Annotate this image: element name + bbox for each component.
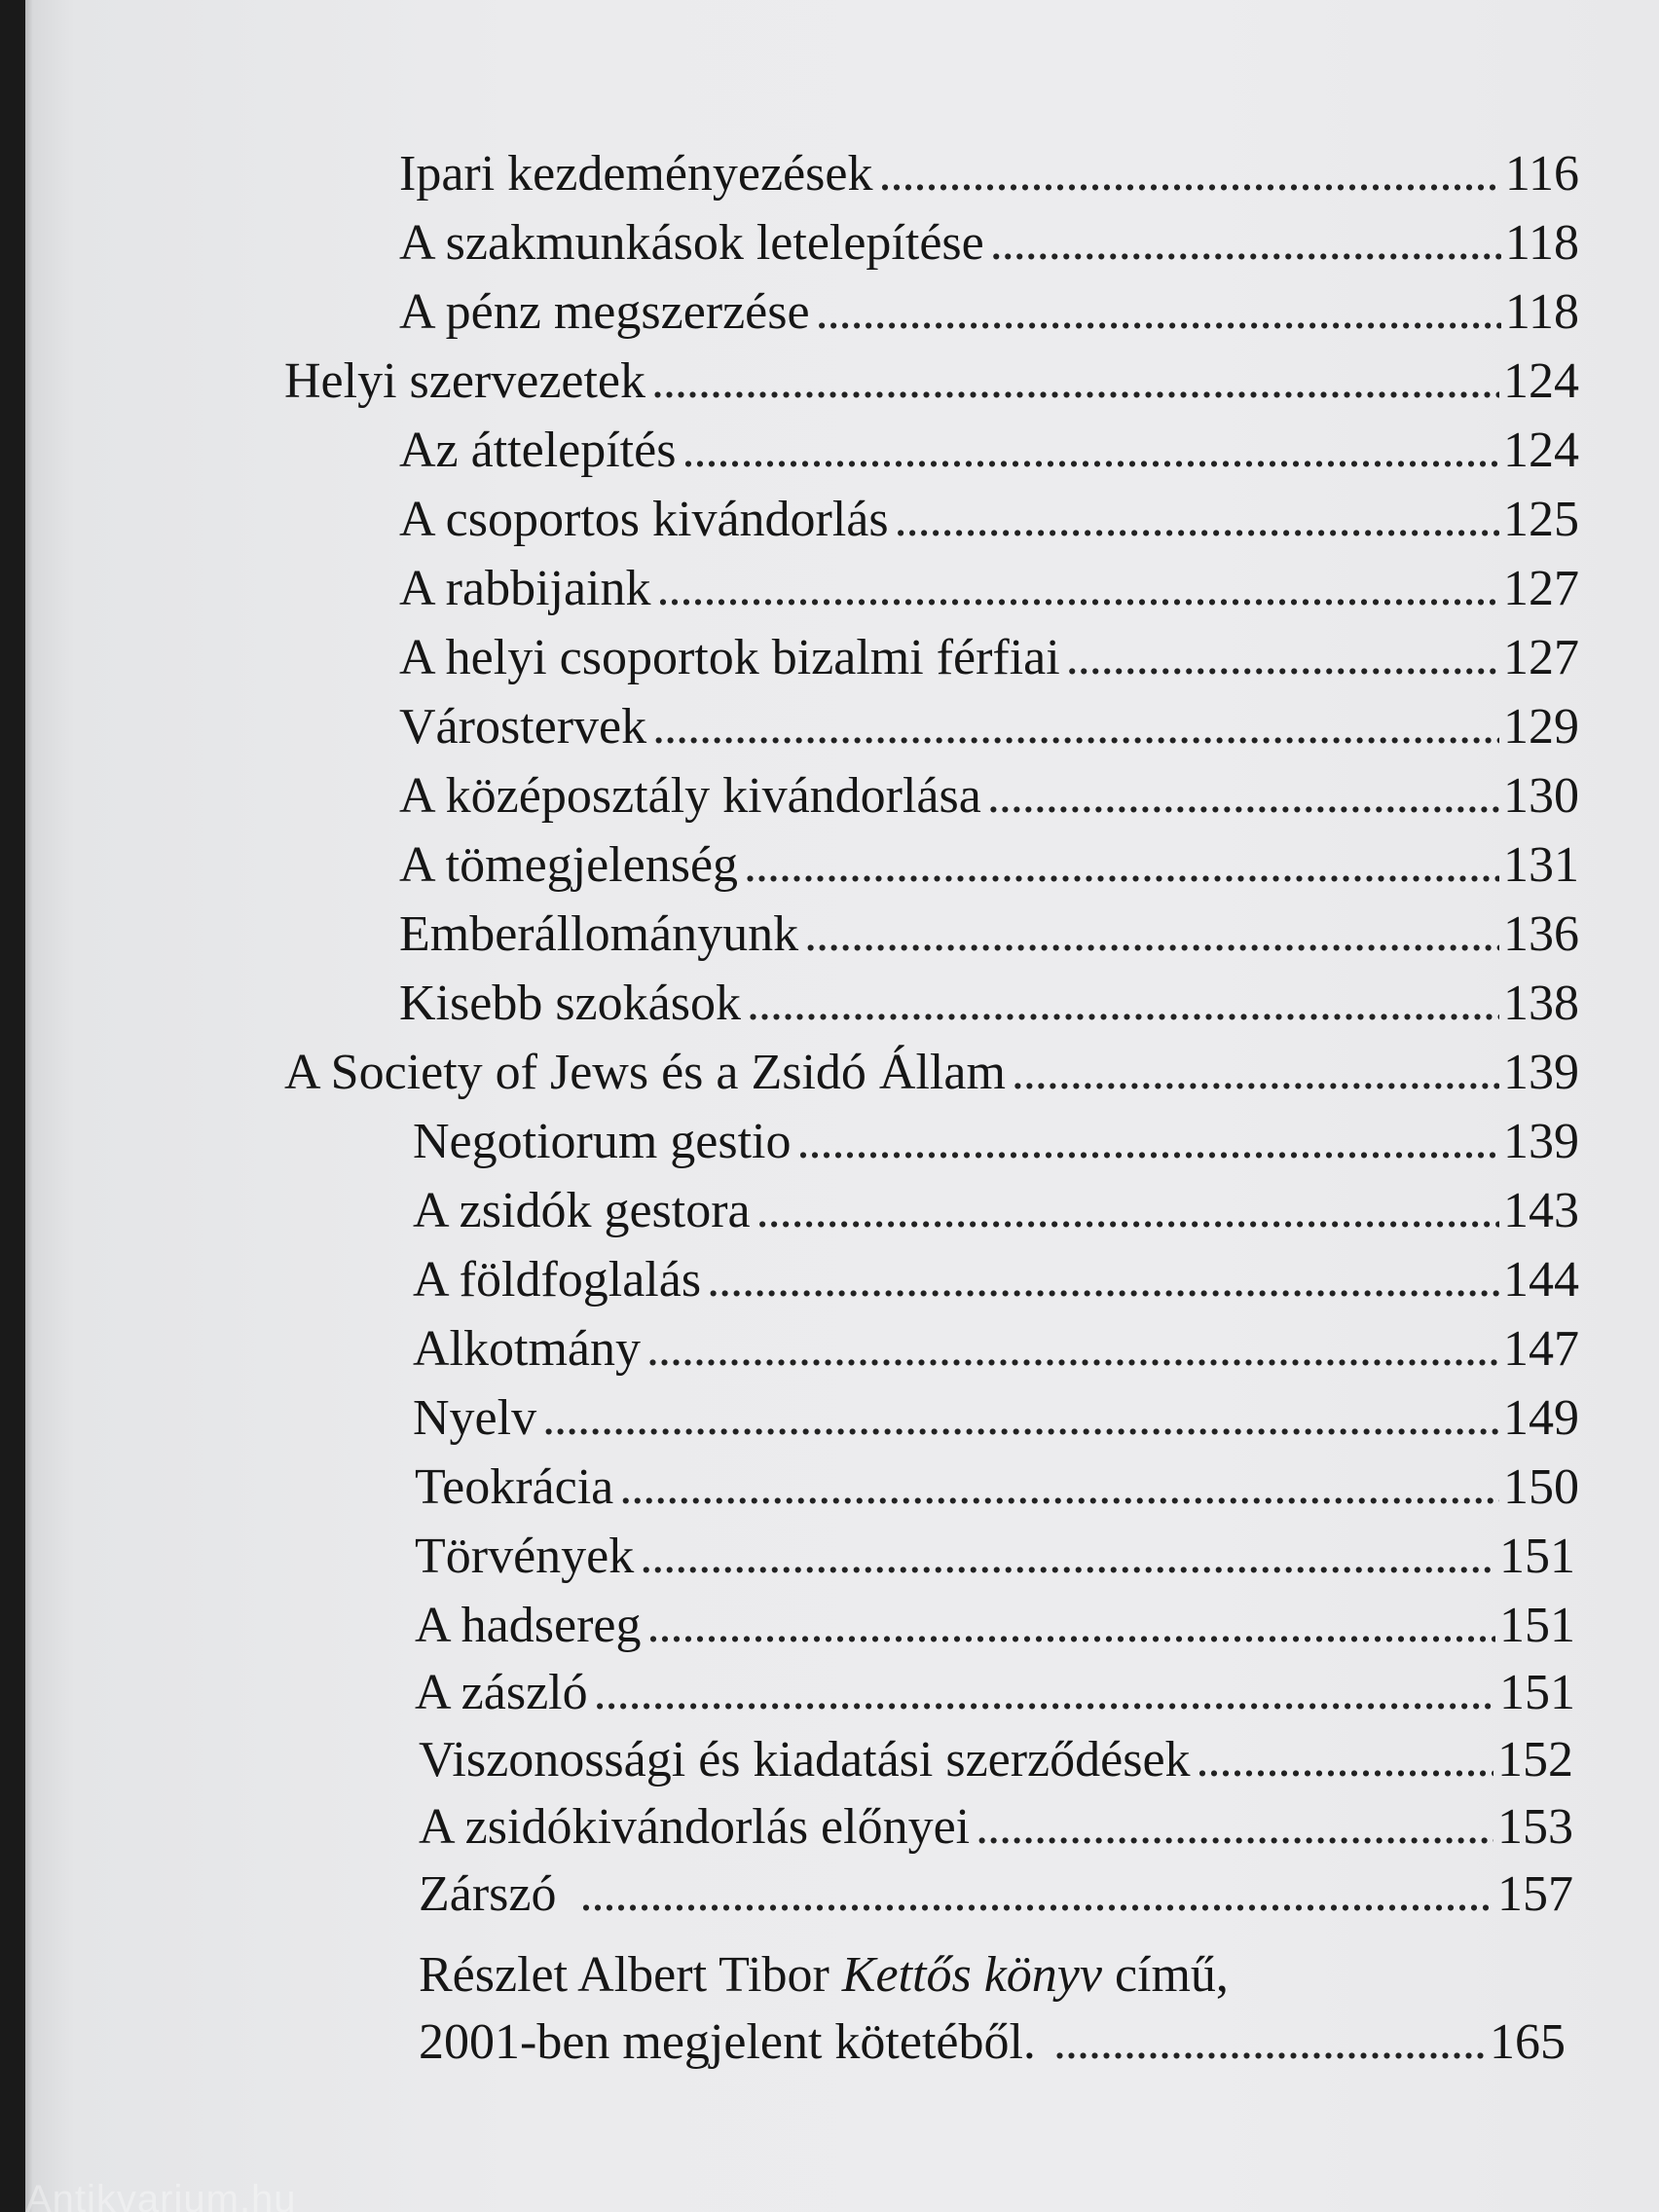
dot-leader [646, 1596, 1495, 1656]
toc-entry-title: A pénz megszerzése [399, 284, 810, 340]
toc-entry [413, 1250, 1579, 1310]
toc-entry-title: A helyi csoportok bizalmi férfiai [399, 630, 1060, 685]
toc-entry [399, 421, 1579, 481]
toc-entry [399, 766, 1579, 827]
dot-leader [640, 1527, 1495, 1587]
toc-entry-title: A hadsereg [415, 1598, 642, 1653]
dot-leader [816, 282, 1501, 343]
dot-leader [976, 1797, 1493, 1858]
book-title: Kettős könyv [841, 1947, 1102, 2003]
toc-entry [399, 628, 1579, 688]
toc-entry [415, 1527, 1575, 1587]
toc-entry-page: 127 [1503, 630, 1579, 685]
toc-entry [415, 1663, 1575, 1723]
toc-entry-title: Helyi szervezetek [284, 353, 646, 409]
toc-entry-title: A zászló [415, 1665, 588, 1720]
dot-leader [797, 1112, 1499, 1172]
toc-entry [399, 559, 1579, 619]
toc-entry [419, 1864, 1573, 1925]
toc-entry [399, 904, 1579, 965]
dot-leader [1066, 628, 1499, 688]
toc-entry-page: 118 [1504, 215, 1579, 271]
toc-entry-title: A Society of Jews és a Zsidó Állam [284, 1045, 1006, 1100]
dot-leader [646, 1319, 1499, 1380]
toc-entry-page: 157 [1497, 1866, 1573, 1922]
dot-leader [594, 1663, 1495, 1723]
toc-entry-page: 116 [1504, 146, 1579, 202]
toc-entry [399, 213, 1579, 274]
toc-entry-title: Alkotmány [413, 1321, 641, 1377]
toc-entry-title: Ipari kezdeményezések [399, 146, 873, 202]
toc-entry [399, 697, 1579, 757]
dot-leader [619, 1457, 1499, 1518]
toc-entry-title: Nyelv [413, 1390, 537, 1446]
toc-entry-title: Várostervek [399, 699, 647, 755]
toc-entry-title: A rabbijaink [399, 561, 651, 616]
dot-leader [652, 697, 1499, 757]
toc-entry-page: 124 [1503, 353, 1579, 409]
toc-entry-page: 153 [1497, 1799, 1573, 1855]
toc-entry-title: A csoportos kivándorlás [399, 492, 889, 547]
toc-entry-title: A tömegjelenség [399, 837, 739, 893]
toc-entry [419, 1730, 1573, 1790]
dot-leader [682, 421, 1499, 481]
dot-leader [651, 351, 1499, 412]
toc-entry [415, 1596, 1575, 1656]
toc-entry-page: 131 [1503, 837, 1579, 893]
toc-entry [399, 144, 1579, 204]
toc-entry-title: A zsidók gestora [413, 1183, 751, 1238]
toc-entry-page: 127 [1503, 561, 1579, 616]
toc-entry-page: 144 [1503, 1252, 1579, 1308]
toc-entry-title: Teokrácia [415, 1459, 614, 1515]
toc-final-entry [419, 2012, 1566, 2073]
toc-entry-title: 2001-ben megjelent kötetéből. [419, 2014, 1036, 2070]
dot-leader [987, 766, 1499, 827]
toc-entry-title: Zárszó [419, 1866, 557, 1922]
toc-entry-page: 139 [1503, 1114, 1579, 1169]
toc-entry [399, 282, 1579, 343]
dot-leader [542, 1388, 1499, 1449]
watermark: Antikvarium.hu [25, 2178, 297, 2212]
toc-final-entry-suffix: című, [1101, 1947, 1229, 2003]
toc-entry-title: Emberállományunk [399, 906, 799, 962]
toc-entry-page: 130 [1503, 768, 1579, 824]
dot-leader [878, 144, 1500, 204]
dot-leader [579, 1864, 1493, 1925]
toc-entry [419, 1797, 1573, 1858]
dot-leader [990, 213, 1501, 274]
toc-entry-page: 125 [1503, 492, 1579, 547]
dot-leader [744, 835, 1499, 896]
toc-entry-page: 150 [1503, 1459, 1579, 1515]
page-edge [25, 0, 33, 2212]
toc-entry-title: A földfoglalás [413, 1252, 702, 1308]
dot-leader [657, 559, 1499, 619]
toc-entry-title: Az áttelepítés [399, 423, 677, 478]
toc-entry-page: 149 [1503, 1390, 1579, 1446]
toc-entry-page: 136 [1503, 906, 1579, 962]
dot-leader [747, 974, 1499, 1034]
toc-entry-page: 152 [1497, 1732, 1573, 1788]
toc-entry-page: 118 [1504, 284, 1579, 340]
toc-final-entry-prefix: Részlet Albert Tibor [419, 1947, 842, 2003]
toc-entry-page: 143 [1503, 1183, 1579, 1238]
toc-entry-title: Negotiorum gestio [413, 1114, 792, 1169]
toc-section-entry [284, 1043, 1579, 1103]
toc-entry-title: Törvények [415, 1529, 635, 1584]
toc-entry-page: 151 [1499, 1529, 1575, 1584]
toc-entry [413, 1181, 1579, 1241]
toc-entry-page: 147 [1503, 1321, 1579, 1377]
toc-entry [399, 490, 1579, 550]
toc-entry-title: Kisebb szokások [399, 976, 741, 1031]
toc-entry-title: Viszonossági és kiadatási szerződések [419, 1732, 1191, 1788]
toc-entry-page: 151 [1499, 1665, 1575, 1720]
toc-entry [415, 1457, 1579, 1518]
toc-entry [399, 835, 1579, 896]
toc-entry [413, 1112, 1579, 1172]
toc-entry [413, 1388, 1579, 1449]
book-page [25, 0, 1659, 2212]
dot-leader [707, 1250, 1499, 1310]
toc-entry-page: 129 [1503, 699, 1579, 755]
toc-entry-page: 151 [1499, 1598, 1575, 1653]
toc-entry-page: 165 [1490, 2014, 1566, 2070]
dot-leader [1012, 1043, 1499, 1103]
dot-leader [1053, 2012, 1486, 2073]
dot-leader [756, 1181, 1499, 1241]
dot-leader [895, 490, 1499, 550]
toc-entry-title: A zsidókivándorlás előnyei [419, 1799, 971, 1855]
dot-leader [804, 904, 1499, 965]
toc-entry [413, 1319, 1579, 1380]
toc-entry-page: 138 [1503, 976, 1579, 1031]
toc-entry-page: 139 [1503, 1045, 1579, 1100]
toc-entry-page: 124 [1503, 423, 1579, 478]
toc-entry-title: A középosztály kivándorlása [399, 768, 981, 824]
toc-entry [399, 974, 1579, 1034]
toc-entry-title: A szakmunkások letelepítése [399, 215, 984, 271]
toc-final-entry-line1 [419, 1945, 1229, 2006]
dot-leader [1197, 1730, 1493, 1790]
toc-section-entry [284, 351, 1579, 412]
